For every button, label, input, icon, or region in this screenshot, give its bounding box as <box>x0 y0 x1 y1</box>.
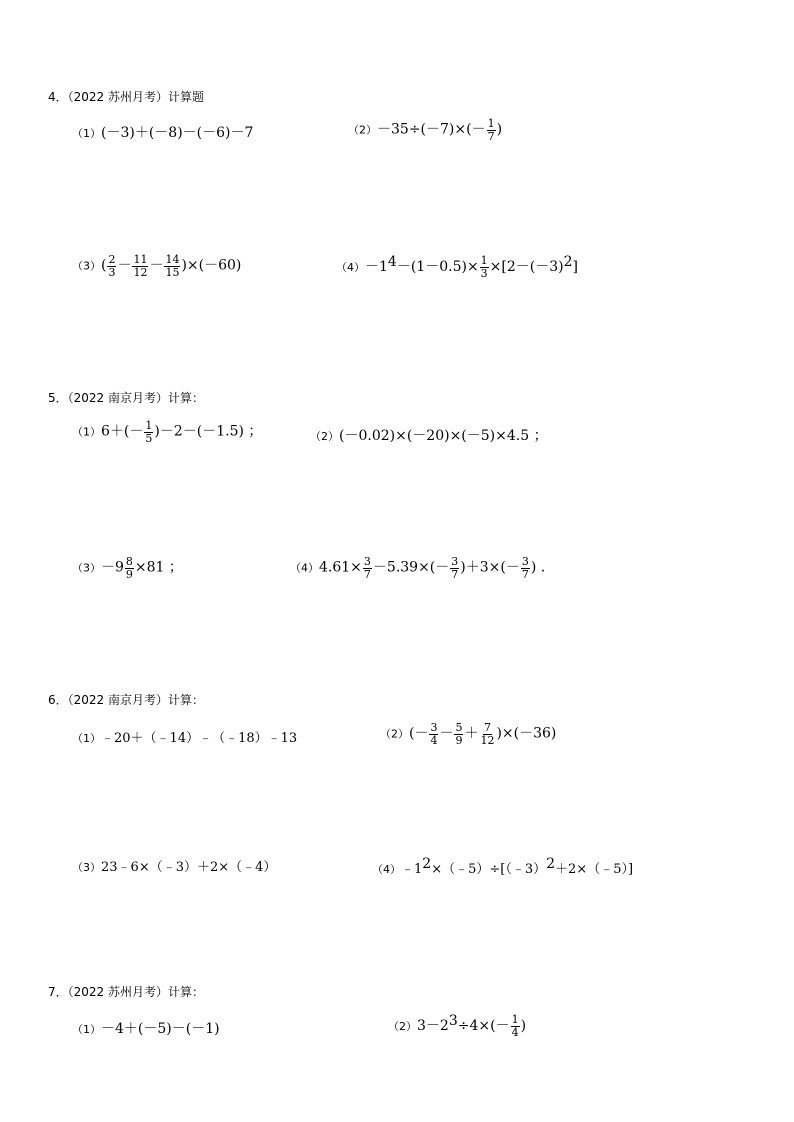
q4-part-4 <box>336 254 578 280</box>
numerator: 3 <box>521 555 529 568</box>
q5-p1-fraction <box>144 420 153 444</box>
numerator: 1 <box>145 419 153 432</box>
operator: － <box>149 257 164 274</box>
q7-p2-expr-a: 3－2 <box>417 1018 449 1034</box>
denominator: 4 <box>511 1026 519 1039</box>
q6-part-1 <box>72 727 297 746</box>
q5-part-3 <box>72 556 183 580</box>
exponent: 2 <box>422 856 432 872</box>
denominator: 9 <box>125 567 133 581</box>
question-6-heading: 6．（2022 南京月考）计算： <box>48 693 204 707</box>
denominator: 7 <box>363 567 371 581</box>
q4-p3-fraction-2 <box>132 254 148 278</box>
exponent: 2 <box>563 254 573 270</box>
q6-p2-fraction-1 <box>429 722 438 746</box>
q4-p2-fraction <box>487 118 496 142</box>
q5-p3-fraction <box>125 556 134 580</box>
q6-p2-tail: )×(－36) <box>496 725 557 742</box>
numerator: 7 <box>483 721 491 734</box>
q6-part-2 <box>380 722 556 746</box>
denominator: 15 <box>165 265 180 279</box>
operator: － <box>117 257 132 274</box>
q4-part-2 <box>348 118 502 142</box>
q4-p4-fraction <box>480 255 489 279</box>
denominator: 7 <box>487 129 495 143</box>
q5-p1-expr-a: 6＋(－ <box>101 423 144 440</box>
q5-p4-fraction-2 <box>450 556 459 580</box>
q4-p4-expr-d: ] <box>572 259 578 275</box>
q5-part-2 <box>310 425 548 445</box>
q4-p3-fraction-1 <box>107 254 116 278</box>
q6-p1-expr: ﹣20＋（﹣14）﹣（﹣18）﹣13 <box>101 731 298 746</box>
q5-p4-label: （4） <box>290 561 319 575</box>
q5-p4-expr-b: －5.39×(－ <box>372 559 450 576</box>
q6-p2-fraction-2 <box>454 722 463 746</box>
exponent: 4 <box>387 254 397 270</box>
numerator: 11 <box>133 253 148 266</box>
q5-part-4 <box>290 556 545 580</box>
q4-p4-expr-b: －(1－0.5)× <box>396 259 479 275</box>
q4-part-1 <box>72 122 253 142</box>
numerator: 1 <box>487 117 495 130</box>
q4-p3-fraction-3 <box>164 254 180 278</box>
denominator: 3 <box>108 265 116 279</box>
q6-p3-expr: 23﹣6×（﹣3）＋2×（﹣4） <box>101 860 277 875</box>
denominator: 9 <box>455 733 463 747</box>
q4-part-3 <box>72 254 241 278</box>
q4-p2-expr-a: －35÷(－7)×(－ <box>377 121 486 138</box>
q4-p4-expr-c: ×[2－(－3) <box>489 259 564 275</box>
q5-p1-label: （1） <box>72 425 101 439</box>
q6-p1-label: （1） <box>72 732 101 745</box>
q5-p4-expr-a: 4.61× <box>319 559 362 576</box>
q4-p2-expr-b: ) <box>496 121 503 138</box>
q5-p3-label: （3） <box>72 561 101 575</box>
q5-p4-expr-d: ) . <box>530 559 546 576</box>
q6-p2-label: （2） <box>380 727 409 741</box>
numerator: 2 <box>108 253 116 266</box>
question-7-heading: 7．（2022 苏州月考）计算： <box>48 985 204 999</box>
q7-p1-expr: －4＋(－5)－(－1) <box>101 1021 220 1037</box>
q5-p3-expr-a: －9 <box>101 559 124 576</box>
q7-p2-label: （2） <box>388 1020 417 1033</box>
operator: ＋ <box>464 725 479 742</box>
q6-part-3 <box>72 856 276 875</box>
q7-p2-fraction <box>511 1014 520 1038</box>
q6-p4-expr-b: ×（﹣5）÷[（﹣3） <box>431 862 547 877</box>
denominator: 7 <box>451 567 459 581</box>
q6-p4-label: （4） <box>372 863 401 876</box>
numerator: 8 <box>125 555 133 568</box>
q4-p2-label: （2） <box>348 123 377 137</box>
q4-p1-label: （1） <box>72 127 101 140</box>
numerator: 1 <box>511 1013 519 1027</box>
q7-part-2 <box>388 1013 526 1039</box>
numerator: 3 <box>363 555 371 568</box>
q6-p2-fraction-3 <box>479 722 495 746</box>
q5-p3-expr-b: ×81 ； <box>134 559 183 576</box>
q6-p2-expr-a: (－ <box>409 725 429 742</box>
q4-p1-expr: (－3)＋(－8)－(－6)－7 <box>101 125 254 141</box>
q4-p4-label: （4） <box>336 261 365 274</box>
operator: － <box>439 725 454 742</box>
q5-p2-label: （2） <box>310 430 339 443</box>
q4-p3-tail: )×(－60) <box>181 257 242 274</box>
exponent: 2 <box>546 856 556 872</box>
q7-p2-expr-b: ÷4×(－ <box>457 1018 510 1034</box>
denominator: 7 <box>521 567 529 581</box>
q7-p2-expr-c: ) <box>520 1018 527 1034</box>
q5-p2-expr: (－0.02)×(－20)×(－5)×4.5 ； <box>339 428 548 444</box>
q4-p3-label: （3） <box>72 259 101 273</box>
exponent: 3 <box>448 1013 458 1029</box>
q5-p1-expr-b: )－2－(－1.5) ； <box>154 423 263 440</box>
q4-p4-expr-a: －1 <box>365 259 388 275</box>
numerator: 1 <box>480 254 488 268</box>
q6-p3-label: （3） <box>72 861 101 874</box>
q6-part-4 <box>372 856 633 877</box>
numerator: 3 <box>451 555 459 568</box>
denominator: 4 <box>430 733 438 747</box>
q5-p4-fraction-1 <box>363 556 372 580</box>
q5-p4-fraction-3 <box>521 556 530 580</box>
denominator: 3 <box>480 267 488 280</box>
numerator: 14 <box>165 253 180 266</box>
open-paren: ( <box>101 257 107 274</box>
denominator: 12 <box>133 265 148 279</box>
denominator: 5 <box>145 431 153 445</box>
q5-part-1 <box>72 420 262 444</box>
question-4-heading: 4．（2022 苏州月考）计算题 <box>48 90 204 104</box>
numerator: 5 <box>455 721 463 734</box>
numerator: 3 <box>430 721 438 734</box>
q5-p4-expr-c: )＋3×(－ <box>460 559 520 576</box>
question-5-heading: 5．（2022 南京月考）计算： <box>48 391 204 405</box>
q6-p4-expr-a: ﹣1 <box>401 862 423 877</box>
q7-part-1 <box>72 1018 220 1038</box>
denominator: 12 <box>480 733 495 747</box>
q7-p1-label: （1） <box>72 1023 101 1036</box>
q6-p4-expr-c: ＋2×（﹣5）] <box>555 862 634 877</box>
